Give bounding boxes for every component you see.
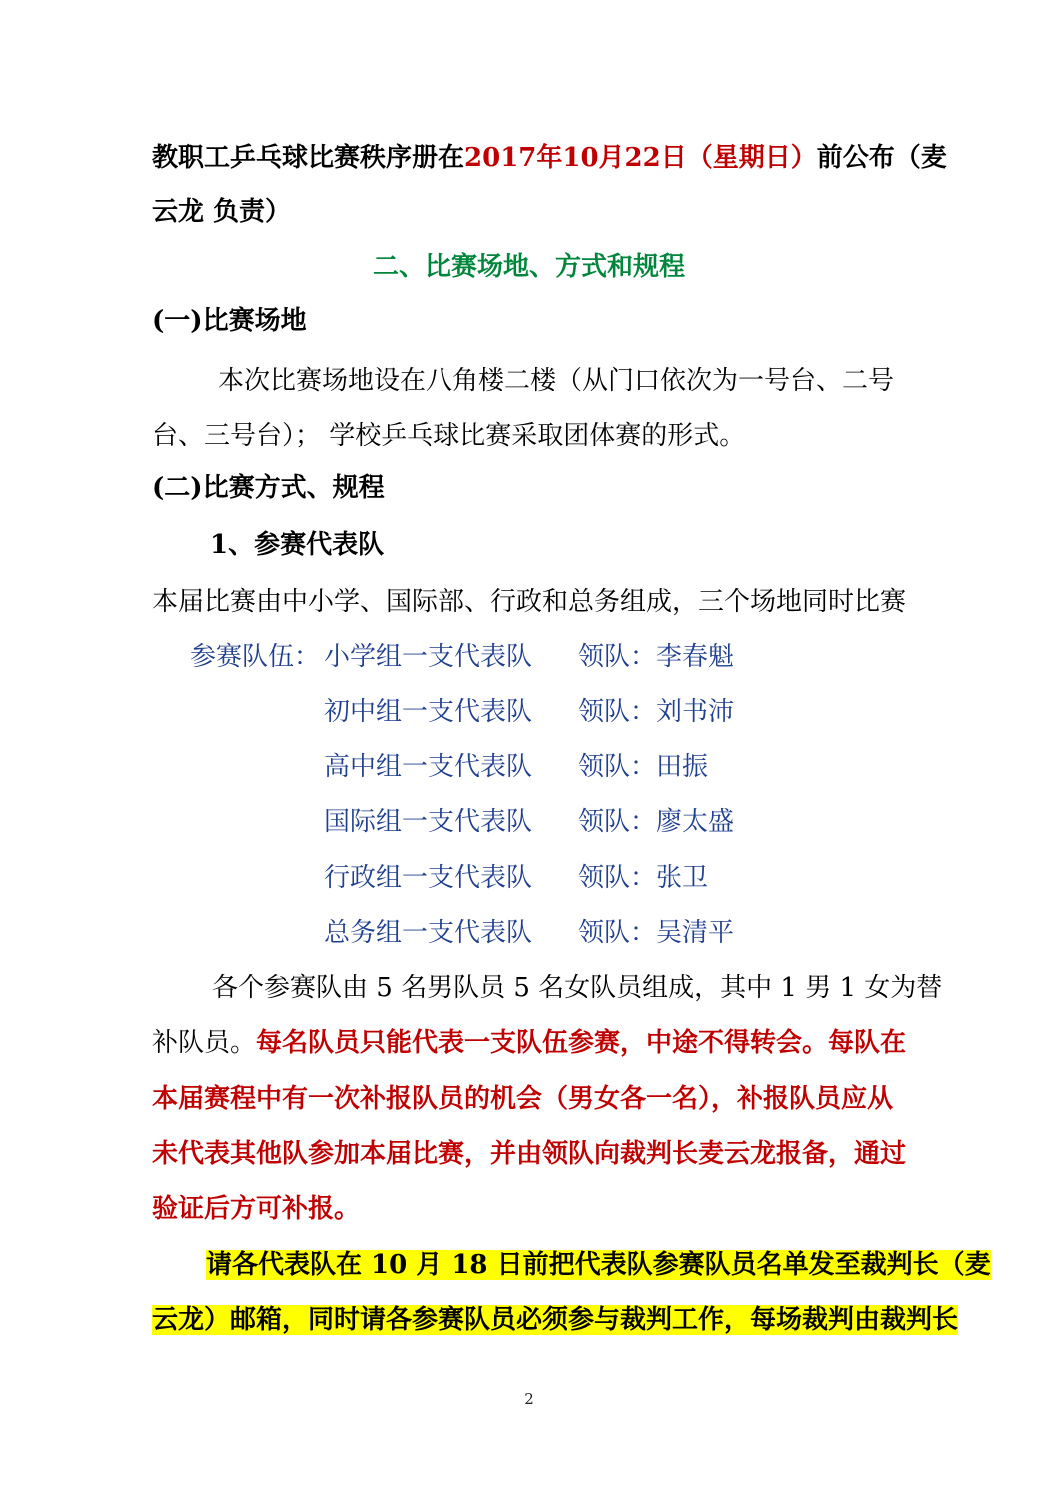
team-leader: 领队：田振 bbox=[578, 752, 709, 782]
venue-paragraph-line-2: 台、三号台）； 学校乒乓球比赛采取团体赛的形式。 bbox=[152, 421, 746, 451]
intro-text-a: 教职工乒乓球比赛秩序册在 bbox=[152, 143, 465, 173]
rules-line-4: 未代表其他队参加本届比赛，并由领队向裁判长麦云龙报备，通过 bbox=[152, 1139, 907, 1169]
team-name: 高中组一支代表队 bbox=[324, 752, 533, 782]
section-title: 二、比赛场地、方式和规程 bbox=[372, 252, 685, 282]
team-leader: 领队：廖太盛 bbox=[578, 807, 735, 837]
team-leader: 领队：刘书沛 bbox=[578, 697, 735, 727]
notice-line-2 bbox=[152, 1303, 958, 1337]
notice-highlight: 云龙）邮箱，同时请各参赛队员必须参与裁判工作，每场裁判由裁判长 bbox=[152, 1305, 959, 1335]
rules-line-2 bbox=[152, 1026, 906, 1060]
format-heading: (二)比赛方式、规程 bbox=[152, 473, 385, 503]
team-leader: 领队：李春魁 bbox=[578, 642, 735, 672]
rules-text-emphasis: 每名队员只能代表一支队伍参赛，中途不得转会。每队在 bbox=[256, 1028, 907, 1058]
team-leader: 领队：吴清平 bbox=[578, 918, 735, 948]
venue-heading: (一)比赛场地 bbox=[152, 306, 307, 336]
teams-label: 参赛队伍： bbox=[190, 642, 321, 672]
intro-date: 2017年10月22日（星期日） bbox=[464, 143, 817, 173]
team-name: 初中组一支代表队 bbox=[324, 697, 533, 727]
notice-line-1 bbox=[206, 1248, 991, 1282]
intro-line-2: 云龙 负责） bbox=[152, 197, 292, 227]
team-name: 国际组一支代表队 bbox=[324, 807, 533, 837]
format-paragraph: 本届比赛由中小学、国际部、行政和总务组成，三个场地同时比赛 bbox=[152, 587, 907, 617]
page-number: 2 bbox=[524, 1390, 534, 1408]
intro-line-1 bbox=[152, 141, 947, 175]
notice-highlight: 请各代表队在 10 月 18 日前把代表队参赛队员名单发至裁判长（麦 bbox=[206, 1250, 991, 1280]
team-name: 总务组一支代表队 bbox=[324, 918, 533, 948]
rules-line-5: 验证后方可补报。 bbox=[152, 1194, 361, 1224]
rules-line-1: 各个参赛队由 5 名男队员 5 名女队员组成，其中 1 男 1 女为替 bbox=[212, 973, 943, 1003]
format-sub-heading: 1、参赛代表队 bbox=[210, 530, 385, 560]
team-name: 行政组一支代表队 bbox=[324, 863, 533, 893]
rules-text-plain: 补队员。 bbox=[152, 1028, 257, 1058]
rules-line-3: 本届赛程中有一次补报队员的机会（男女各一名），补报队员应从 bbox=[152, 1084, 894, 1114]
intro-text-b: 前公布（麦 bbox=[816, 143, 947, 173]
team-name: 小学组一支代表队 bbox=[324, 642, 533, 672]
team-leader: 领队：张卫 bbox=[578, 863, 709, 893]
venue-paragraph-line-1: 本次比赛场地设在八角楼二楼（从门口依次为一号台、二号 bbox=[218, 366, 895, 396]
